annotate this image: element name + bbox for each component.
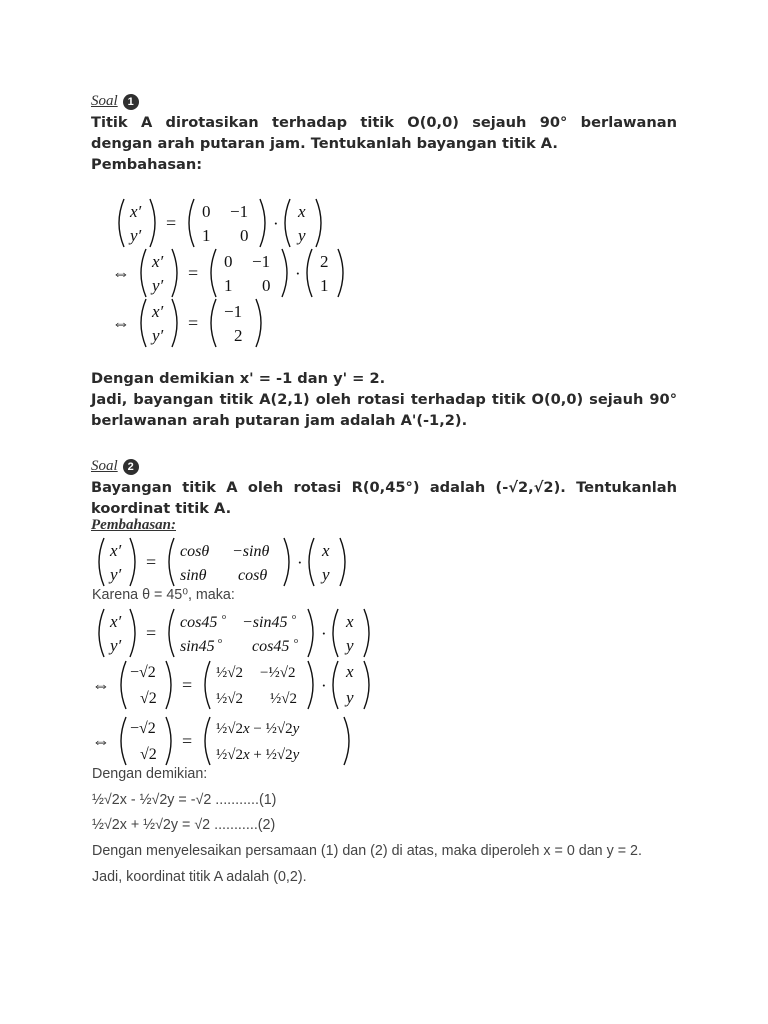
svg-text:o: o	[292, 612, 296, 621]
soal-2-heading	[91, 458, 139, 475]
svg-text:x′: x′	[130, 202, 142, 221]
svg-text:y′: y′	[152, 326, 164, 345]
soal-2-final-answer: Jadi, koordinat titik A adalah (0,2).	[92, 869, 307, 885]
svg-text:cosθ: cosθ	[180, 543, 210, 560]
svg-text:−1: −1	[252, 252, 271, 271]
svg-text:y: y	[298, 226, 306, 245]
svg-text:x: x	[346, 662, 354, 681]
svg-text:0: 0	[240, 226, 249, 245]
svg-text:=: =	[146, 552, 157, 572]
svg-text:=: =	[188, 263, 199, 283]
svg-text:0: 0	[262, 276, 271, 295]
svg-text:−√2: −√2	[130, 664, 156, 681]
equation-row-1	[119, 199, 321, 247]
svg-text:−sinθ: −sinθ	[232, 543, 270, 560]
soal-1-label: Soal	[91, 93, 118, 109]
svg-text:0: 0	[202, 202, 211, 221]
svg-text:y′: y′	[110, 565, 122, 584]
svg-text:√2: √2	[140, 746, 157, 763]
svg-text:·: ·	[295, 264, 301, 283]
soal-1-heading	[91, 93, 139, 110]
soal-1-conclusion-answer: Jadi, bayangan titik A(2,1) oleh rotasi terhadap titik O(0,0) sejauh 90° berlawanan arah putaran jam adalah A'(-1,2).	[91, 391, 677, 429]
svg-text:½√2x + ½√2y: ½√2x + ½√2y	[216, 747, 300, 763]
svg-text:−1: −1	[224, 302, 243, 321]
svg-text:1: 1	[224, 276, 233, 295]
soal-2-dengan-demikian: Dengan demikian:	[92, 766, 208, 782]
soal-1-conclusion-values: Dengan demikian x' = -1 dan y' = 2.	[91, 370, 386, 387]
svg-text:sinθ: sinθ	[180, 567, 207, 584]
svg-text:·: ·	[273, 214, 279, 233]
soal-2-rotation-formula	[92, 536, 362, 593]
svg-text:1: 1	[320, 276, 329, 295]
svg-text:½√2x − ½√2y: ½√2x − ½√2y	[216, 721, 300, 737]
svg-text:cosθ: cosθ	[238, 567, 268, 584]
soal-2-substitution	[92, 607, 402, 772]
svg-text:1: 1	[202, 226, 211, 245]
soal-2-label: Soal	[91, 458, 118, 474]
svg-text:y: y	[346, 636, 354, 655]
svg-text:x: x	[322, 541, 330, 560]
svg-text:x: x	[346, 612, 354, 631]
svg-text:y: y	[322, 565, 330, 584]
equation-row-expanded	[92, 717, 349, 765]
number-1-badge-icon: 1	[123, 94, 139, 110]
equation-row-cos45	[99, 609, 369, 657]
svg-text:½√2: ½√2	[216, 691, 243, 707]
soal-2-karena-line: Karena θ = 45⁰, maka:	[92, 587, 235, 603]
svg-text:=: =	[182, 675, 193, 695]
svg-text:−sin45: −sin45	[242, 614, 288, 631]
svg-text:o: o	[218, 636, 222, 645]
svg-text:y′: y′	[130, 226, 142, 245]
soal-2-question: Bayangan titik A oleh rotasi R(0,45°) adalah (-√2,√2). Tentukanlah koordinat titik A.	[91, 479, 677, 517]
svg-text:=: =	[188, 313, 199, 333]
svg-text:cos45: cos45	[180, 614, 218, 631]
svg-text:x′: x′	[110, 612, 122, 631]
soal-1-matrix-equations	[112, 195, 362, 355]
svg-text:2: 2	[234, 326, 243, 345]
equation-row-3	[112, 299, 261, 347]
number-2-badge-icon: 2	[123, 459, 139, 475]
svg-text:=: =	[146, 623, 157, 643]
svg-text:−√2: −√2	[130, 720, 156, 737]
soal-2-equation-2: ½√2x + ½√2y = √2 ...........(2)	[92, 817, 276, 833]
svg-text:x: x	[298, 202, 306, 221]
svg-text:o: o	[222, 612, 226, 621]
svg-text:o: o	[294, 636, 298, 645]
svg-text:−1: −1	[230, 202, 249, 221]
svg-text:y: y	[346, 688, 354, 707]
equation-row-2	[112, 249, 343, 297]
svg-text:=: =	[166, 213, 177, 233]
soal-2-equation-1: ½√2x - ½√2y = -√2 ...........(1)	[92, 792, 277, 808]
svg-text:⇔: ⇔	[112, 313, 130, 333]
svg-text:⇔: ⇔	[92, 731, 110, 751]
soal-2-solving-statement: Dengan menyelesaikan persamaan (1) dan (2) di atas, maka diperoleh x = 0 dan y = 2.	[92, 843, 642, 859]
svg-text:y′: y′	[110, 636, 122, 655]
svg-text:⇔: ⇔	[92, 675, 110, 695]
svg-text:x′: x′	[110, 541, 122, 560]
svg-text:sin45: sin45	[180, 638, 215, 655]
svg-text:−½√2: −½√2	[260, 665, 296, 681]
svg-text:√2: √2	[140, 690, 157, 707]
svg-text:cos45: cos45	[252, 638, 290, 655]
equation-row-half-root	[92, 661, 369, 709]
svg-text:y′: y′	[152, 276, 164, 295]
svg-text:⇔: ⇔	[112, 263, 130, 283]
soal-1-pembahasan-label: Pembahasan:	[91, 156, 203, 173]
svg-text:½√2: ½√2	[270, 691, 297, 707]
svg-text:·: ·	[297, 553, 303, 572]
svg-text:½√2: ½√2	[216, 665, 243, 681]
svg-text:·: ·	[321, 676, 327, 695]
soal-2-pembahasan-label: Pembahasan:	[91, 517, 177, 533]
svg-text:·: ·	[321, 624, 327, 643]
svg-text:=: =	[182, 731, 193, 751]
svg-text:0: 0	[224, 252, 233, 271]
svg-text:2: 2	[320, 252, 329, 271]
svg-text:x′: x′	[152, 252, 164, 271]
soal-1-question: Titik A dirotasikan terhadap titik O(0,0) sejauh 90° berlawanan dengan arah putaran jam. Tentukanlah bayangan titik A.	[91, 114, 677, 152]
svg-text:x′: x′	[152, 302, 164, 321]
